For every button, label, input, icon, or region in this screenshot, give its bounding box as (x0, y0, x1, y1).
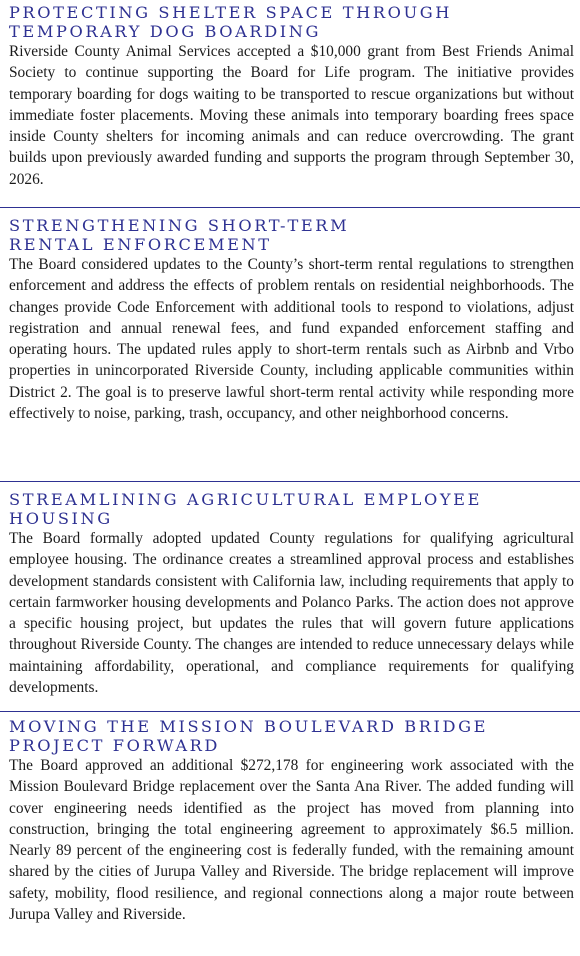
section-divider (0, 481, 580, 482)
section-dog-boarding (9, 4, 574, 190)
section-body: The Board considered updates to the County’s short-term rental regulations to strengthen enforcement and address the effects of problem rentals on residential neighborhoods. The changes provide Code Enforcement with additional tools to respond to violations, adjust registration and annual renewal fees, and fund expanded enforcement staffing and operating hours. The updated rules apply to short-term rentals such as Airbnb and Vrbo properties in unincorporated Riverside County, including applicable communities within District 2. The goal is to preserve lawful short-term rental activity while responding more effectively to noise, parking, trash, occupancy, and other neighborhood concerns. (9, 256, 574, 423)
section-title: MOVING THE MISSION BOULEVARD BRIDGE PROJECT FORWARD (9, 717, 489, 755)
section-divider (0, 207, 580, 208)
section-agricultural-housing (9, 491, 574, 698)
section-title: PROTECTING SHELTER SPACE THROUGH TEMPORARY DOG BOARDING (9, 3, 452, 41)
section-body: Riverside County Animal Services accepted a $10,000 grant from Best Friends Animal Society to continue supporting the Board for Life program. The initiative provides temporary boarding for dogs waiting to be transported to rescue organizations but without immediate foster placements. Moving these animals into temporary boarding frees space inside County shelters for incoming animals and can reduce overcrowding. The grant builds upon previously awarded funding and supports the program through September 30, 2026. (9, 43, 574, 188)
section-title: STRENGTHENING SHORT-TERM RENTAL ENFORCEMENT (9, 216, 350, 254)
section-divider (0, 711, 580, 712)
section-body: The Board formally adopted updated County regulations for qualifying agricultural employee housing. The ordinance creates a streamlined approval process and establishes development standards consistent with California law, including requirements that apply to certain farmworker housing developments and Polanco Parks. The action does not approve a specific housing project, but updates the rules that will govern future applications throughout Riverside County. The changes are intended to reduce unnecessary delays while maintaining affordability, operational, and compliance requirements for qualifying developments. (9, 530, 574, 697)
section-title: STREAMLINING AGRICULTURAL EMPLOYEE HOUSING (9, 490, 482, 528)
section-mission-bridge (9, 718, 574, 925)
section-body: The Board approved an additional $272,178 for engineering work associated with the Mission Boulevard Bridge replacement over the Santa Ana River. The added funding will cover engineering needs identified as the project has moved from planning into construction, bringing the total engineering agreement to approximately $6.5 million. Nearly 89 percent of the engineering cost is federally funded, with the remaining amount shared by the cities of Jurupa Valley and Riverside. The bridge replacement will improve safety, mobility, flood resilience, and regional connections along a major route between Jurupa Valley and Riverside. (9, 757, 574, 924)
section-short-term-rental (9, 217, 574, 424)
